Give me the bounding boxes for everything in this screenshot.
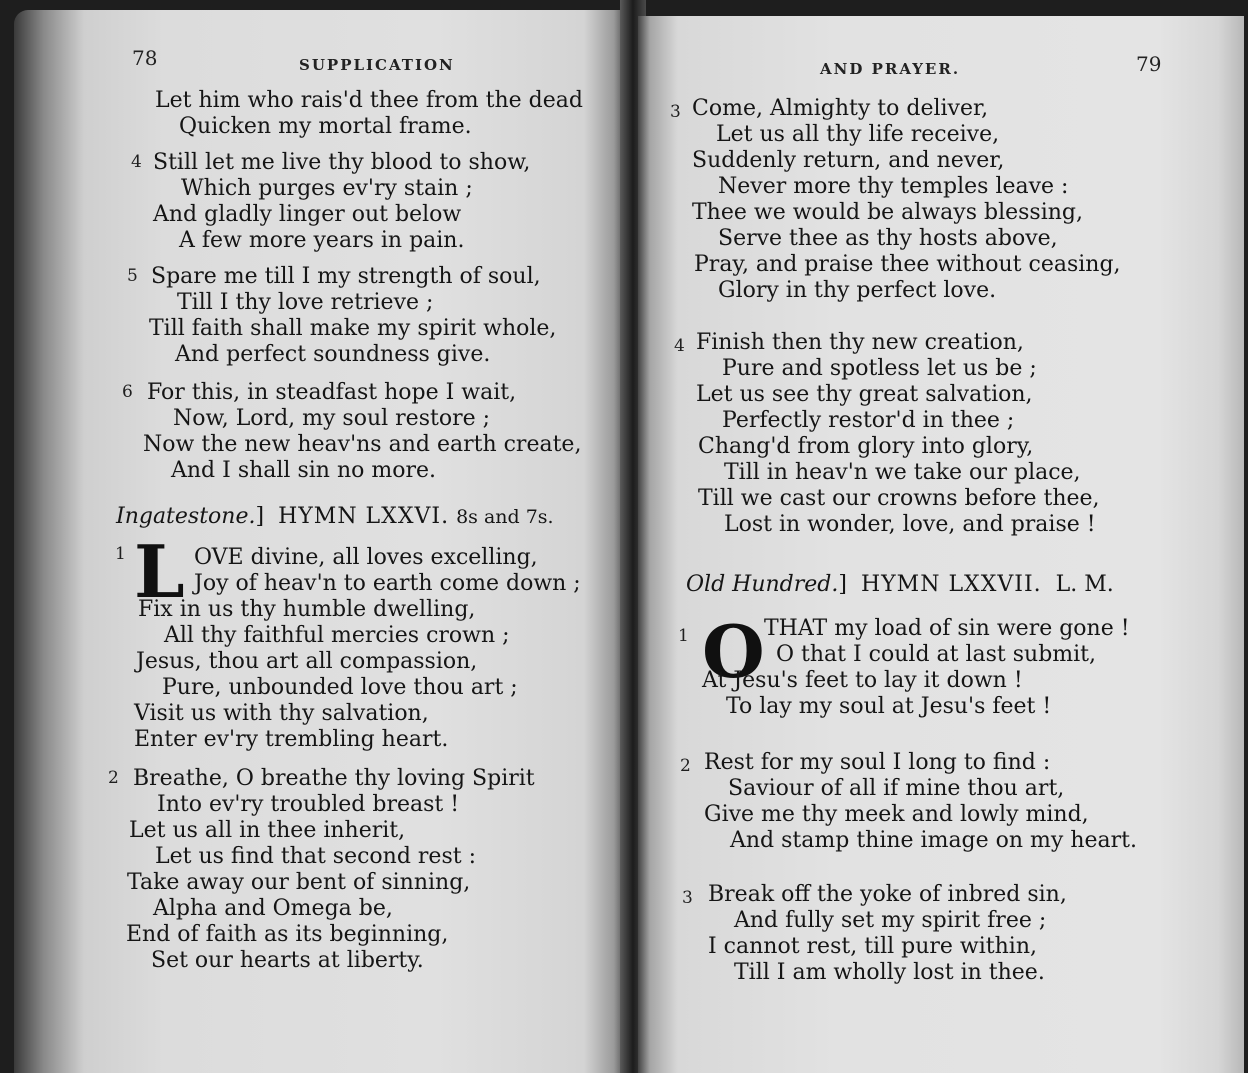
verse-line: THAT my load of sin were gone ! [764,616,1130,641]
drop-cap: L [134,529,185,614]
verse-line: Let us see thy great salvation, [696,382,1033,407]
verse-number: 3 [682,888,693,908]
verse-line: Enter ev'ry trembling heart. [134,727,449,752]
verse-line: Which purges ev'ry stain ; [181,176,473,201]
verse-line: Rest for my soul I long to find : [704,750,1051,775]
verse-line: And fully set my spirit free ; [734,908,1047,933]
verse-line: Come, Almighty to deliver, [692,96,989,121]
verse-number: 3 [670,102,681,122]
verse-line: Fix in us thy humble dwelling, [138,597,476,622]
running-head: SUPPLICATION [299,56,455,74]
verse-line: Perfectly restor'd in thee ; [722,408,1015,433]
verse-line: Take away our bent of sinning, [127,870,471,895]
verse-line: O that I could at last submit, [776,642,1097,667]
verse-line: And I shall sin no more. [171,458,436,483]
verse-line: Thee we would be always blessing, [692,200,1083,225]
verse-line: To lay my soul at Jesu's feet ! [726,694,1052,719]
verse-line: Give me thy meek and lowly mind, [704,802,1089,827]
verse-number: 2 [108,768,119,788]
verse-number: 5 [127,266,138,286]
verse-number: 6 [122,382,133,402]
verse-line: And stamp thine image on my heart. [730,828,1137,853]
verse-line: I cannot rest, till pure within, [708,934,1037,959]
verse-line: Let us all thy life receive, [716,122,1000,147]
verse-line: Lost in wonder, love, and praise ! [724,512,1096,537]
verse-line: At Jesu's feet to lay it down ! [702,668,1023,693]
verse-number: 2 [680,756,691,776]
verse-line: Never more thy temples leave : [718,174,1069,199]
verse-line: Serve thee as thy hosts above, [718,226,1058,251]
verse-line: Visit us with thy salvation, [134,701,429,726]
verse-number: 1 [678,626,689,646]
verse-line: Till in heav'n we take our place, [724,460,1081,485]
verse-line: Till I thy love retrieve ; [177,290,434,315]
page-number: 78 [132,46,158,70]
verse-line: Alpha and Omega be, [153,896,393,921]
verse-number: 1 [115,544,126,564]
verse-line: Pure, unbounded love thou art ; [162,675,518,700]
verse-line: Till faith shall make my spirit whole, [149,316,557,341]
hymn-title: HYMN LXXVII. [860,572,1042,597]
verse-line: Joy of heav'n to earth come down ; [194,571,581,596]
running-head: AND PRAYER. [820,60,961,78]
hymn-heading [686,572,1114,597]
verse-line: Let him who rais'd thee from the dead [155,88,583,113]
verse-line: Set our hearts at liberty. [151,948,424,973]
verse-line: Chang'd from glory into glory, [698,434,1034,459]
verse-line: OVE divine, all loves excelling, [194,545,538,570]
verse-line: All thy faithful mercies crown ; [164,623,510,648]
verse-line: Suddenly return, and never, [692,148,1005,173]
bracket: ] [255,504,265,529]
drop-cap: O [702,609,765,694]
verse-line: Let us find that second rest : [155,844,476,869]
verse-line: Spare me till I my strength of soul, [151,264,541,289]
hymn-meter: 8s and 7s. [456,506,554,528]
verse-line: Pray, and praise thee without ceasing, [694,252,1121,277]
verse-line: Jesus, thou art all compassion, [136,649,478,674]
verse-line: Breathe, O breathe thy loving Spirit [133,766,535,791]
verse-line: And gladly linger out below [153,202,462,227]
verse-line: Till we cast our crowns before thee, [698,486,1100,511]
verse-line: Into ev'ry troubled breast ! [157,792,460,817]
verse-line: Till I am wholly lost in thee. [734,960,1045,985]
hymn-heading [116,504,554,529]
verse-line: Now, Lord, my soul restore ; [173,406,491,431]
tune-name: Old Hundred. [686,572,839,597]
verse-number: 4 [674,336,685,356]
verse-line: Glory in thy perfect love. [718,278,997,303]
hymn-title: HYMN LXXVI. [278,504,450,529]
verse-line: End of faith as its beginning, [126,922,449,947]
verse-line: Finish then thy new creation, [696,330,1024,355]
verse-line: Quicken my mortal frame. [179,114,472,139]
verse-line: For this, in steadfast hope I wait, [147,380,517,405]
verse-line: Let us all in thee inherit, [129,818,406,843]
hymn-meter: L. M. [1055,572,1114,597]
verse-line: Now the new heav'ns and earth create, [143,432,582,457]
verse-number: 4 [131,152,142,172]
right-page [638,16,1244,1073]
verse-line: Pure and spotless let us be ; [722,356,1037,381]
tune-name: Ingatestone. [116,504,256,529]
page-number: 79 [1136,52,1162,76]
verse-line: And perfect soundness give. [175,342,491,367]
verse-line: Break off the yoke of inbred sin, [708,882,1067,907]
verse-line: Still let me live thy blood to show, [153,150,531,175]
verse-line: Saviour of all if mine thou art, [728,776,1065,801]
bracket: ] [838,572,847,597]
left-page [14,10,626,1073]
verse-line: A few more years in pain. [179,228,465,253]
